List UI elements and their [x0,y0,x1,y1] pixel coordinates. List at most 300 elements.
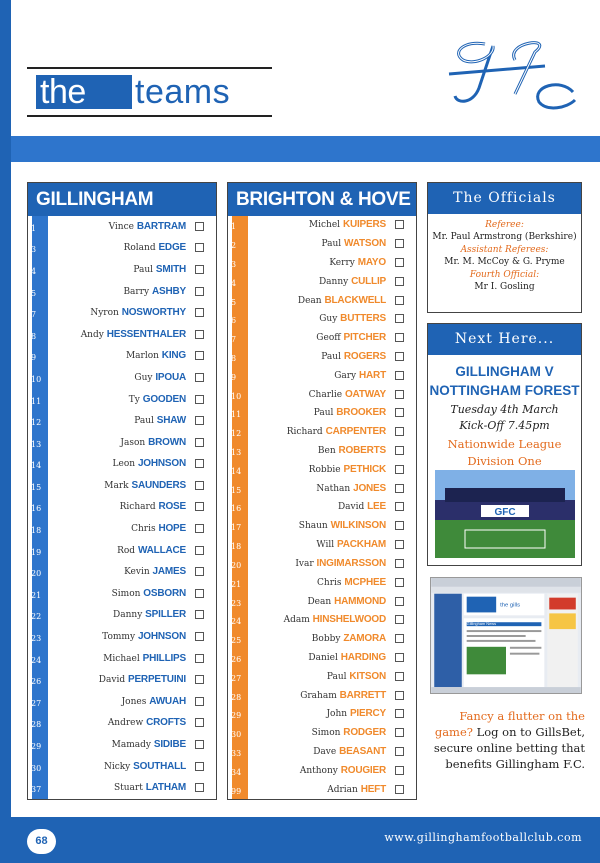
stadium-photo [435,470,575,558]
player-checkbox[interactable] [195,416,204,425]
player-checkbox[interactable] [395,352,404,361]
player-surname: OATWAY [344,388,386,400]
player-surname: OSBORN [143,587,186,599]
squad-number: 10 [31,374,42,384]
player-row [28,518,216,540]
squad-number: 16 [231,504,242,514]
player-name [124,242,186,253]
player-row [228,724,416,743]
player-row [228,686,416,705]
player-name [298,295,386,306]
player-first-name: Chris [317,577,342,588]
player-first-name: Guy [134,372,153,383]
player-first-name: Adam [283,615,310,626]
player-name [318,445,386,456]
next-match-date: Tuesday 4th March [450,403,559,416]
player-checkbox[interactable] [195,308,204,317]
player-row [228,573,416,592]
squad-number: 28 [231,692,242,702]
player-name [104,761,186,772]
player-name [133,264,186,275]
player-row [228,272,416,291]
player-name [108,717,186,728]
player-row [228,517,416,536]
squad-number: 4 [231,278,237,288]
squad-number: 27 [231,673,242,683]
website-news-label: Gillingham News [466,621,497,627]
player-first-name: Geoff [316,333,341,344]
player-row [28,669,216,691]
player-name [316,539,386,550]
player-name [134,372,186,383]
player-checkbox[interactable] [395,615,404,624]
player-surname: MCPHEE [344,576,386,588]
player-name [114,782,186,793]
player-surname: HOPE [158,523,186,535]
player-row [28,475,216,497]
player-checkbox[interactable] [395,314,404,323]
player-surname: WATSON [344,238,386,250]
stadium-sign-text: GFC [494,507,516,518]
player-checkbox[interactable] [395,427,404,436]
player-checkbox[interactable] [195,567,204,576]
player-checkbox[interactable] [395,578,404,587]
player-row [228,667,416,686]
player-first-name: Kevin [124,567,150,578]
squad-number: 4 [31,266,37,276]
player-row [28,648,216,670]
player-checkbox[interactable] [195,502,204,511]
player-checkbox[interactable] [395,296,404,305]
player-name [316,332,386,343]
player-surname: SOUTHALL [133,760,186,772]
player-row [28,281,216,303]
player-name [81,329,186,340]
player-first-name: Michel [308,220,341,231]
left-edge-bar [0,0,11,863]
player-name [309,464,386,475]
player-checkbox[interactable] [395,691,404,700]
player-name [102,631,186,642]
fourth-official-label: Fourth Official: [469,270,540,280]
player-row [228,366,416,385]
squad-number: 20 [31,569,42,579]
player-checkbox[interactable] [195,632,204,641]
next-match-kickoff: Kick-Off 7.45pm [459,419,550,432]
player-surname: EDGE [158,242,186,254]
squad-number: 11 [231,410,242,420]
player-surname: HINSHELWOOD [312,614,386,626]
squad-number: 27 [31,698,42,708]
player-name [327,784,386,795]
player-first-name: Adrian [327,784,358,795]
player-surname: HAMMOND [334,595,386,607]
player-name [313,746,386,757]
squad-number: 5 [31,288,37,298]
player-first-name: Danny [318,276,349,287]
player-first-name: David [98,675,126,686]
player-checkbox[interactable] [195,589,204,598]
player-surname: BROOKER [336,407,386,419]
player-first-name: Nathan [316,483,351,494]
gillsbet-body: Log on to GillsBet, secure online betting that benefits Gillingham F.C. [433,725,585,771]
player-surname: ROGERS [343,351,386,363]
gillingham-player-list [28,216,216,799]
player-first-name: Robbie [308,464,341,475]
player-first-name: Richard [119,502,156,513]
squad-number: 21 [31,590,42,600]
player-row [28,367,216,389]
player-surname: BARTRAM [136,220,186,232]
player-row [228,254,416,273]
player-surname: ROUGIER [340,764,386,776]
player-name [113,458,186,469]
player-first-name: Paul [313,408,334,419]
squad-number: 2 [231,241,237,251]
player-name [124,566,186,577]
player-first-name: Danny [113,610,143,621]
squad-number: 15 [31,482,42,492]
player-row [28,605,216,627]
player-first-name: Roland [123,243,156,254]
player-first-name: Jones [121,696,147,707]
player-checkbox[interactable] [195,481,204,490]
player-surname: ZAMORA [343,633,386,645]
player-surname: JOHNSON [137,631,186,643]
squad-number: 11 [31,396,42,406]
player-checkbox[interactable] [395,672,404,681]
officials-panel [427,182,582,313]
player-first-name: Charlie [308,389,343,400]
squad-number: 17 [231,523,242,533]
player-first-name: Paul [321,352,341,363]
squad-number: 28 [31,720,42,730]
player-name [308,652,386,663]
player-surname: SMITH [155,263,186,275]
player-name [319,276,386,287]
player-first-name: Shaun [298,521,328,532]
player-checkbox[interactable] [195,675,204,684]
assistant-referees-names: Mr. M. McCoy & G. Pryme [444,257,565,267]
gillsbet-headline: Fancy a flutter on the game? [434,709,585,739]
player-checkbox[interactable] [395,766,404,775]
squad-number: 10 [231,391,242,401]
player-row [28,756,216,778]
player-checkbox[interactable] [195,438,204,447]
player-row [228,498,416,517]
player-checkbox[interactable] [395,728,404,737]
player-surname: BEASANT [339,745,386,757]
player-checkbox[interactable] [195,783,204,792]
squad-number: 19 [31,547,42,557]
squad-number: 29 [31,742,42,751]
player-first-name: Mamady [111,740,151,750]
player-surname: CULLIP [351,275,386,287]
player-surname: BUTTERS [340,313,386,325]
player-row [228,611,416,630]
player-row [28,540,216,562]
player-checkbox[interactable] [195,330,204,339]
player-checkbox[interactable] [395,220,404,229]
player-checkbox[interactable] [195,654,204,663]
player-checkbox[interactable] [395,653,404,662]
player-row [228,630,416,649]
player-checkbox[interactable] [395,333,404,342]
page-number: 68 [27,829,56,854]
player-checkbox[interactable] [195,243,204,252]
player-first-name: Marlon [125,351,159,362]
player-name [284,614,386,625]
player-first-name: Rod [117,545,136,556]
player-checkbox[interactable] [395,634,404,643]
title-rule-bottom [27,115,272,117]
player-checkbox[interactable] [395,465,404,474]
next-match-line2: NOTTINGHAM FOREST [429,383,580,398]
title-rule-top [27,67,272,69]
player-checkbox[interactable] [195,610,204,619]
player-row [228,705,416,724]
squad-number: 20 [231,560,242,570]
player-first-name: Paul [326,671,347,682]
referee-name: Mr. Paul Armstrong (Berkshire) [432,232,577,242]
player-first-name: Jason [120,437,146,448]
squad-number: 99 [231,786,242,796]
player-checkbox[interactable] [195,546,204,555]
player-surname: BLACKWELL [324,294,386,306]
player-name [327,671,386,682]
player-row [228,310,416,329]
player-surname: PHILLIPS [142,652,186,664]
player-name [338,501,386,512]
player-checkbox[interactable] [395,408,404,417]
player-first-name: Daniel [308,652,338,663]
player-name [312,633,386,644]
player-name [307,596,386,607]
player-first-name: Stuart [113,783,143,794]
player-first-name: Dave [313,746,337,757]
player-surname: PIERCY [349,708,386,720]
squad-number: 25 [231,636,242,646]
website-site-label: the gills [500,602,521,609]
player-name [120,437,186,448]
player-checkbox[interactable] [195,762,204,771]
squad-number: 33 [231,748,242,758]
player-name [117,545,186,556]
next-match-line1: GILLINGHAM V [455,364,554,379]
player-name [309,389,386,400]
player-first-name: David [337,502,365,513]
player-first-name: Paul [321,239,342,250]
player-name [326,708,386,719]
brighton-team-name: BRIGHTON & HOVE [228,183,416,216]
player-first-name: Andrew [107,718,144,729]
competition-line2: Division One [467,454,542,468]
player-first-name: Paul [134,416,154,427]
player-row [28,561,216,583]
competition-line1: Nationwide League [447,437,562,451]
player-checkbox[interactable] [395,785,404,794]
assistant-referees-label: Assistant Referees: [460,245,549,255]
player-name [312,727,386,738]
player-row [28,259,216,281]
squad-number: 13 [231,448,242,458]
squad-number: 8 [231,354,237,364]
player-surname: KUIPERS [342,219,386,231]
player-checkbox[interactable] [395,446,404,455]
player-checkbox[interactable] [395,597,404,606]
player-row [28,389,216,411]
player-first-name: Graham [300,690,337,701]
player-row [228,761,416,780]
referee-label: Referee: [485,220,524,230]
squad-number: 1 [231,222,237,232]
player-row [28,238,216,260]
squad-number: 29 [231,711,242,721]
player-first-name: John [326,709,348,720]
player-row [228,291,416,310]
player-row [228,385,416,404]
player-name [321,351,386,362]
player-surname: WALLACE [137,544,186,556]
player-checkbox[interactable] [395,258,404,267]
player-surname: PETHICK [343,463,386,475]
player-checkbox[interactable] [195,222,204,231]
player-surname: LATHAM [145,782,186,794]
squad-number: 23 [31,634,42,644]
squad-number: 37 [31,785,42,795]
player-checkbox[interactable] [395,239,404,248]
player-first-name: Ben [317,446,336,457]
title-the: the [36,75,132,109]
player-surname: RODGER [343,727,386,739]
squad-number: 34 [231,767,242,777]
player-name [112,739,186,750]
website-url: www.gillinghamfootballclub.com [384,831,582,844]
player-surname: PERPETUINI [127,674,186,686]
player-checkbox[interactable] [395,559,404,568]
squad-number: 7 [231,335,237,345]
squad-number: 8 [31,331,37,341]
player-name [131,523,186,534]
player-row [228,329,416,348]
player-checkbox[interactable] [195,718,204,727]
player-first-name: Barry [123,286,150,297]
player-checkbox[interactable] [395,371,404,380]
player-name [109,221,186,232]
player-surname: BROWN [148,436,186,448]
player-checkbox[interactable] [395,747,404,756]
player-row [228,216,416,235]
squad-number: 14 [231,466,242,476]
player-surname: CARPENTER [325,426,386,438]
player-checkbox[interactable] [395,390,404,399]
player-first-name: Chris [131,524,156,535]
player-surname: ROSE [158,501,186,513]
player-surname: AWUAH [149,695,186,707]
player-name [126,350,186,361]
player-name [104,480,186,491]
player-checkbox[interactable] [395,484,404,493]
gillsbet-promo [425,708,585,772]
player-row [28,432,216,454]
player-row [228,649,416,668]
website-screenshot [430,577,582,694]
squad-number: 26 [31,677,42,687]
player-surname: HEFT [360,783,386,795]
player-checkbox[interactable] [195,524,204,533]
player-surname: CROFTS [146,717,186,729]
player-surname: KITSON [349,670,386,682]
squad-number: 12 [31,418,42,428]
player-row [228,743,416,762]
player-checkbox[interactable] [195,697,204,706]
squad-number: 30 [31,763,42,773]
player-first-name: Anthony [299,765,338,776]
player-checkbox[interactable] [195,740,204,749]
player-row [228,404,416,423]
player-first-name: Mark [104,480,129,491]
player-checkbox[interactable] [395,521,404,530]
player-surname: JONES [353,482,386,494]
player-surname: SIDIBE [153,739,186,750]
player-name [309,219,386,230]
player-first-name: Paul [133,264,154,275]
squad-number: 13 [31,439,42,449]
player-surname: HARDING [340,651,386,663]
player-first-name: Kerry [329,258,355,268]
player-checkbox[interactable] [195,351,204,360]
player-row [28,302,216,324]
title-teams: teams [135,73,231,111]
player-name [316,483,386,494]
player-checkbox[interactable] [195,265,204,274]
player-first-name: Leon [112,459,136,470]
player-name [317,577,386,588]
squad-number: 23 [231,598,242,608]
player-checkbox[interactable] [195,287,204,296]
player-surname: INGIMARSSON [316,557,386,569]
player-row [28,216,216,238]
player-checkbox[interactable] [395,540,404,549]
player-name [90,307,186,318]
player-first-name: Ivar [295,558,314,569]
player-row [228,423,416,442]
squad-number: 9 [31,353,37,363]
player-name [129,394,186,405]
player-checkbox[interactable] [195,395,204,404]
blue-band [11,136,600,162]
squad-number: 3 [31,245,37,255]
player-checkbox[interactable] [395,709,404,718]
player-surname: PACKHAM [337,539,386,551]
player-surname: ROBERTS [338,445,386,457]
player-name [287,426,386,437]
player-row [28,713,216,735]
player-surname: HART [359,369,386,381]
gillingham-team-name: GILLINGHAM [28,183,216,216]
player-surname: JOHNSON [137,458,186,470]
player-checkbox[interactable] [395,277,404,286]
player-name [321,238,386,249]
player-first-name: Simon [111,588,141,599]
player-surname: ASHBY [151,285,186,297]
player-checkbox[interactable] [195,459,204,468]
player-row [28,734,216,756]
player-checkbox[interactable] [395,502,404,511]
player-checkbox[interactable] [195,373,204,382]
player-surname: LEE [367,501,386,513]
squad-number: 9 [231,372,237,382]
